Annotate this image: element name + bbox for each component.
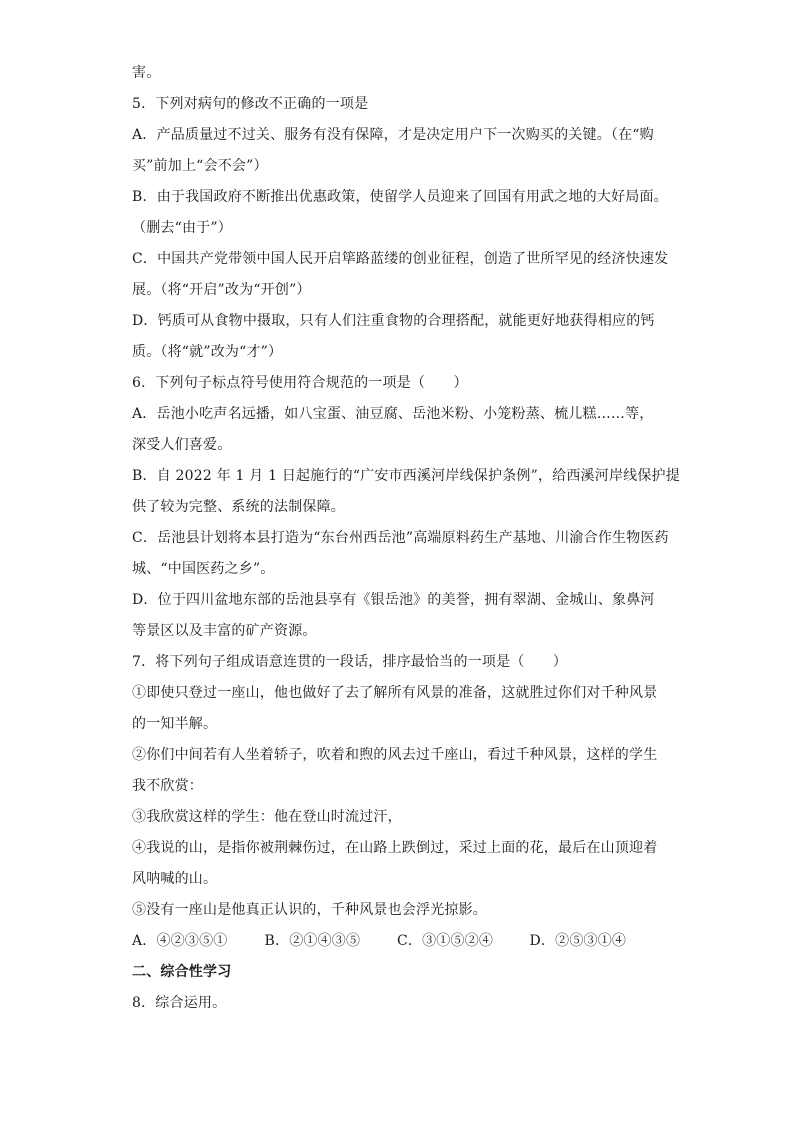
question-7-sentence-3: ③我欣赏这样的学生：他在登山时流过汗， [132,809,402,825]
question-7-option-a: A．④②③⑤① [132,933,228,949]
question-5-option-d: D．钙质可从食物中摄取，只有人们注重食物的合理搭配，就能更好地获得相应的钙 [132,313,655,329]
question-7-options [132,926,662,957]
question-6-option-b: B．自 2022 年 1 月 1 日起施行的“广安市西溪河岸线保护条例”，给西溪河岸线保护提 [132,468,680,484]
question-7-sentence-1-cont: 的一知半解。 [132,716,218,732]
question-6-option-d-cont: 等景区以及丰富的矿产资源。 [132,623,317,639]
question-7-sentence-2-cont: 我不欣赏： [132,778,203,794]
question-6-option-a: A．岳池小吃声名远播，如八宝蛋、油豆腐、岳池米粉、小笼粉蒸、梳儿糕……等， [132,406,654,422]
question-5-stem: 5．下列对病句的修改不正确的一项是 [132,96,369,112]
question-7-option-b: B．②①④③⑤ [264,933,361,949]
question-7-option-d: D．②⑤③①④ [529,933,627,949]
question-7-sentence-1: ①即使只登过一座山，他也做好了去了解所有风景的准备，这就胜过你们对千种风景 [132,685,658,701]
question-7-sentence-4: ④我说的山，是指你被荆棘伤过，在山路上跌倒过，采过上面的花，最后在山顶迎着 [132,840,658,856]
question-6-stem: 6．下列句子标点符号使用符合规范的一项是（ ） [132,375,468,391]
question-5-option-b: B．由于我国政府不断推出优惠政策，使留学人员迎来了回国有用武之地的大好局面。 [132,189,668,205]
text-line: 害。 [132,65,161,81]
question-5-option-c: C．中国共产党带领中国人民开启筚路蓝缕的创业征程，创造了世所罕见的经济快速发 [132,251,669,267]
question-7-stem: 7．将下列句子组成语意连贯的一段话，排序最恰当的一项是（ ） [132,654,568,670]
question-5-option-c-cont: 展。（将“开启”改为“开创”） [132,282,311,298]
section-heading: 二、综合性学习 [132,964,232,980]
question-7-sentence-2: ②你们中间若有人坐着轿子，吹着和煦的风去过千座山，看过千种风景，这样的学生 [132,747,658,763]
question-6-option-d: D．位于四川盆地东部的岳池县享有《银岳池》的美誉，拥有翠湖、金城山、象鼻河 [132,592,655,608]
question-6-option-c-cont: 城、“中国医药之乡”。 [132,561,275,577]
question-7-sentence-5: ⑤没有一座山是他真正认识的，千种风景也会浮光掠影。 [132,902,487,918]
question-5-option-a-cont: 买”前加上“会不会”） [132,158,268,174]
question-5-option-a: A．产品质量过不过关、服务有没有保障，才是决定用户下一次购买的关键。（在“购 [132,127,654,143]
question-6-option-b-cont: 供了较为完整、系统的法制保障。 [132,499,345,515]
question-5-option-b-cont: （删去“由于”） [132,220,232,236]
question-5-option-d-cont: 质。（将“就”改为“才”） [132,344,283,360]
document-page [132,58,680,1019]
question-6-option-a-cont: 深受人们喜爱。 [132,437,232,453]
question-7-option-c: C．③①⑤②④ [397,933,494,949]
question-6-option-c: C．岳池县计划将本县打造为“东台州西岳池”高端原料药生产基地、川渝合作生物医药 [132,530,669,546]
question-8-stem: 8．综合运用。 [132,995,227,1011]
question-7-sentence-4-cont: 风呐喊的山。 [132,871,218,887]
